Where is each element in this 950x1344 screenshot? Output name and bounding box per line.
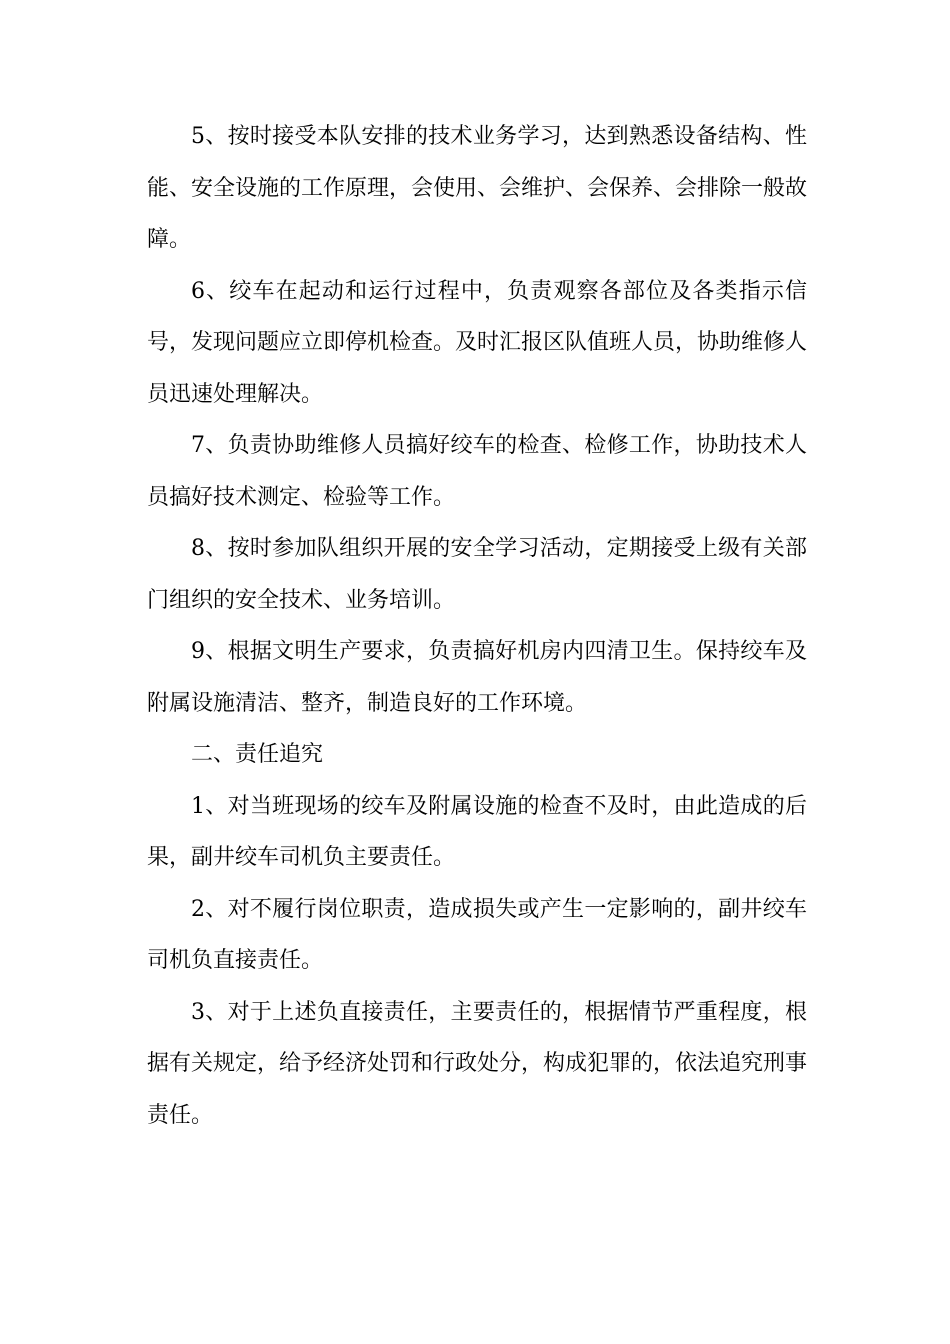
paragraph-item-9: 9、根据文明生产要求，负责搞好机房内四清卫生。保持绞车及附属设施清洁、整齐，制造良好的工作环境。 <box>147 639 807 716</box>
paragraph-item-2: 2、对不履行岗位职责，造成损失或产生一定影响的，副井绞车司机负直接责任。 <box>147 896 807 973</box>
paragraph-item-7: 7、负责协助维修人员搞好绞车的检查、检修工作，协助技术人员搞好技术测定、检验等工作。 <box>147 433 807 510</box>
paragraph-item-5: 5、按时接受本队安排的技术业务学习，达到熟悉设备结构、性能、安全设施的工作原理，会使用、会维护、会保养、会排除一般故障。 <box>147 124 808 252</box>
paragraph-item-1: 1、对当班现场的绞车及附属设施的检查不及时，由此造成的后果，副井绞车司机负主要责任。 <box>147 793 807 870</box>
paragraph-item-8: 8、按时参加队组织开展的安全学习活动，定期接受上级有关部门组织的安全技术、业务培训。 <box>147 536 807 613</box>
document-body <box>147 111 807 1141</box>
section-heading: 二、责任追究 <box>191 742 324 767</box>
paragraph-item-6: 6、绞车在起动和运行过程中，负责观察各部位及各类指示信号，发现问题应立即停机检查。及时汇报区队值班人员，协助维修人员迅速处理解决。 <box>147 278 808 407</box>
paragraph-item-3: 3、对于上述负直接责任，主要责任的，根据情节严重程度，根据有关规定，给予经济处罚和行政处分，构成犯罪的，依法追究刑事责任。 <box>147 999 808 1128</box>
